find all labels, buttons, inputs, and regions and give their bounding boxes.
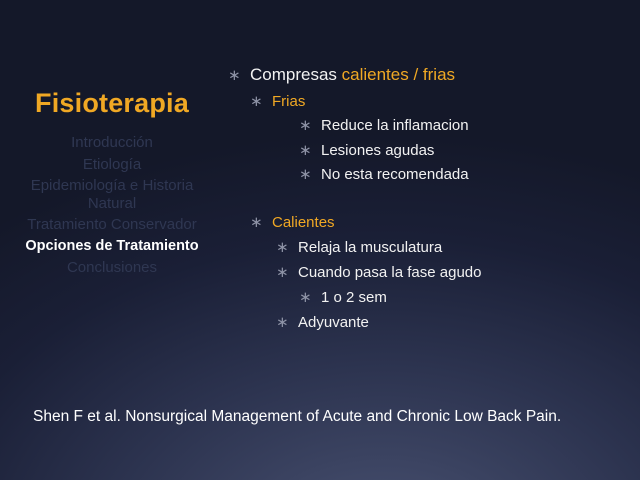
asterisk-bullet-icon: ∗ xyxy=(299,117,312,134)
bullet-calientes-item: ∗ Cuando pasa la fase agudo xyxy=(276,263,482,281)
nav-item-etiologia[interactable]: Etiología xyxy=(82,155,142,173)
asterisk-bullet-icon: ∗ xyxy=(276,314,289,331)
bullet-calientes-item: ∗ Relaja la musculatura xyxy=(276,238,443,256)
nav-item-opciones-tratamiento[interactable]: Opciones de Tratamiento xyxy=(25,237,199,254)
nav-item-tratamiento-conservador[interactable]: Tratamiento Conservador xyxy=(27,216,197,233)
asterisk-bullet-icon: ∗ xyxy=(299,142,312,159)
compresas-accent-text: calientes / frias xyxy=(341,65,456,84)
nav-item-introduccion[interactable]: Introducción xyxy=(71,134,153,151)
asterisk-bullet-icon: ∗ xyxy=(228,67,241,84)
bullet-adyuvante: ∗ Adyuvante xyxy=(276,313,369,331)
asterisk-bullet-icon: ∗ xyxy=(250,93,263,110)
bullet-calientes xyxy=(250,213,335,231)
slide-title: Fisioterapia xyxy=(35,88,189,118)
bullet-frias xyxy=(250,92,305,110)
bullet-duracion: ∗ 1 o 2 sem xyxy=(299,288,387,306)
asterisk-bullet-icon: ∗ xyxy=(276,264,289,281)
compresas-text: Compresas xyxy=(250,65,342,84)
nav-item-conclusiones[interactable]: Conclusiones xyxy=(66,259,158,276)
bullet-compresas xyxy=(228,65,455,85)
bullet-frias-item: ∗ No esta recomendada xyxy=(299,165,469,183)
frias-text: Frias xyxy=(272,92,306,110)
asterisk-bullet-icon: ∗ xyxy=(299,289,312,306)
bullet-frias-item: ∗ Reduce la inflamacion xyxy=(299,116,469,134)
citation: Shen F et al. Nonsurgical Management of Acute and Chronic Low Back Pain. xyxy=(33,408,562,425)
sidebar-nav xyxy=(0,134,224,281)
calientes-text: Calientes xyxy=(272,213,335,231)
asterisk-bullet-icon: ∗ xyxy=(299,166,312,183)
nav-item-epidemiologia[interactable]: Epidemiología e Historia Natural xyxy=(30,177,194,212)
asterisk-bullet-icon: ∗ xyxy=(250,214,263,231)
bullet-frias-item: ∗ Lesiones agudas xyxy=(299,141,435,159)
asterisk-bullet-icon: ∗ xyxy=(276,239,289,256)
